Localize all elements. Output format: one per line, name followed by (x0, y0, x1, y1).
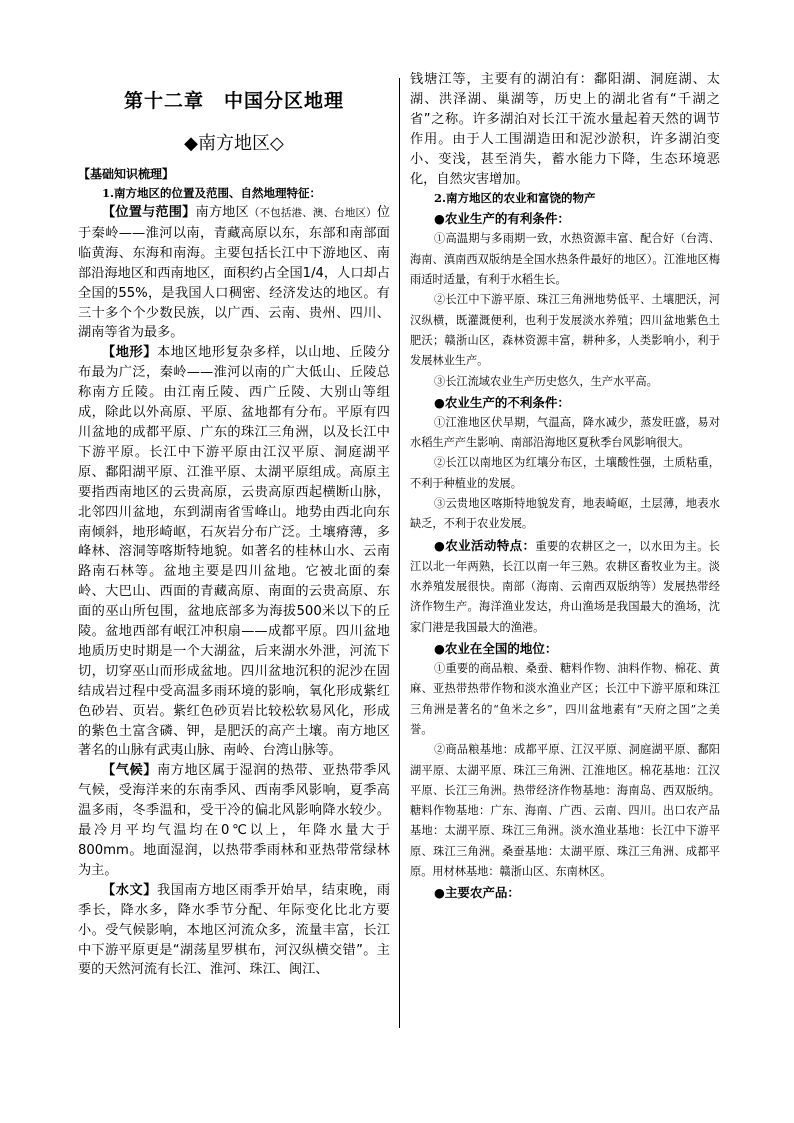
favorable-conditions-heading: ●农业生产的有利条件： (434, 211, 570, 227)
position-note: （不包括港、澳、台地区） (248, 207, 377, 219)
main-products-heading: ●主要农产品： (434, 885, 520, 901)
subheading-2: 2.南方地区的农业和富饶的物产 (434, 191, 596, 206)
subheading-1: 1.南方地区的位置及范围、自然地理特征： (102, 186, 322, 200)
unfavorable-condition-1: ①江淮地区伏旱期，气温高，降水减少，蒸发旺盛，易对水稻生产产生影响、南部沿海地区夏秋季台风影响很大。 (410, 415, 720, 450)
region-title: ◆南方地区◇ (184, 133, 284, 154)
right-column (410, 70, 720, 903)
favorable-condition-3: ③长江流域农业生产历史悠久，生产水平高。 (434, 374, 658, 388)
national-status-1: ①重要的商品粮、桑蚕、糖料作物、油料作物、棉花、黄麻、亚热带热带作物和淡水渔业产区；长江中下游平原和珠江三角洲是著名的“鱼米之乡”，四川盆地素有“天府之国”之美誉。 (410, 662, 720, 736)
column-divider (399, 78, 400, 1028)
terrain-paragraph: 【地形】本地区地形复杂多样，以山地、丘陵分布最为广泛，秦岭——淮河以南的广大低山、丘陵总称南方丘陵。由江南丘陵、西广丘陵、大别山等组成，除此以外高原、平原、盆地都有分布。平原有四川盆地的成都平原、广东的珠江三角洲，以及长江中下游平原。长江中下游平原由江汉平原、洞庭湖平原、鄱阳湖平原、江淮平原、太湖平原组成。高原主要指西南地区的云贵高原，云贵高原西起横断山脉，北邻四川盆地，东到湖南省雪峰山。地势由西北向东南倾斜，地形崎岖，石灰岩分布广泛。土壤瘠薄，多峰林、溶洞等喀斯特地貌。如著名的桂林山水、云南路南石林等。盆地主要是四川盆地。它被北面的秦岭、大巴山、西面的青藏高原、南面的云贵高原、东面的巫山所包围，盆地底部多为海拔500米以下的丘陵。盆地西部有岷江冲积扇——成都平原。四川盆地地质历史时期是一个大湖盆，后来湖水外泄，河流下切，切穿巫山而形成盆地。四川盆地沉积的泥沙在固结成岩过程中受高温多雨环境的影响，氧化形成紫红色砂岩、页岩。紫红色砂页岩比较松软易风化，形成的紫色土富含磷、钾，是肥沃的高产土壤。南方地区著名的山脉有武夷山脉、南岭、台湾山脉等。 (78, 345, 391, 759)
section-label: 【基础知识梳理】 (78, 167, 175, 181)
hydrology-continued: 钱塘江等，主要有的湖泊有：鄱阳湖、洞庭湖、太湖、洪泽湖、巢湖等，历史上的湖北省有“千湖之省”之称。许多湖泊对长江干流水量起着天然的调节作用。由于人工围湖造田和泥沙淤积，许多湖泊变小、变浅，甚至消失，蓄水能力下降，生态环境恶化，自然灾害增加。 (410, 72, 720, 187)
unfavorable-condition-3: ③云贵地区喀斯特地貌发育，地表崎岖，土层薄，地表水缺乏，不利于农业发展。 (410, 497, 720, 531)
unfavorable-condition-2: ②长江以南地区为红壤分布区，土壤酸性强，土质粘重，不利于种植业的发展。 (410, 456, 720, 490)
left-column (78, 78, 390, 980)
climate-paragraph: 【气候】南方地区属于湿润的热带、亚热带季风气候，受海洋来的东南季风、西南季风影响，夏季高温多雨，冬季温和，受干冷的偏北风影响降水较少。最冷月平均气温均在0℃以上，年降水量大于800mm。地面湿润，以热带季雨林和亚热带常绿林为主。 (78, 763, 391, 878)
unfavorable-conditions-heading: ●农业生产的不利条件： (434, 394, 570, 410)
position-paragraph: 【位置与范围】南方地区（不包括港、澳、台地区）位于秦岭——淮河以南，青藏高原以东，东部和南部面临黄海、东海和南海。主要包括长江中下游地区、南部沿海地区和西南地区，面积约占全国1/4，人口却占全国的55%，是我国人口稠密、经济发达的地区。有三十多个个少数民族，以广西、云南、贵州、四川、湖南等省为最多。 (78, 205, 391, 341)
favorable-condition-1: ①高温期与多雨期一致，水热资源丰富、配合好（台湾、海南、滇南西双版纳是全国水热条件最好的地区）。江淮地区梅雨适时适量，有利于水稻生长。 (410, 232, 720, 287)
national-status-2: ②商品粮基地：成都平原、江汉平原、洞庭湖平原、鄱阳湖平原、太湖平原、珠江三角洲、江淮地区。棉花基地：江汉平原、长江三角洲。热带经济作物基地：海南岛、西双版纳。糖料作物基地：广东、海南、广西、云南、四川。出口农产品基地：太湖平原、珠江三角洲。淡水渔业基地：长江中下游平原、珠江三角洲。桑蚕基地：太湖平原、珠江三角洲、成都平原。用材林基地：赣浙山区、东南林区。 (410, 743, 720, 879)
position-label: 【位置与范围】 (102, 205, 196, 220)
national-status-heading: ●农业在全国的地位： (434, 641, 558, 657)
hydrology-label: 【水文】 (102, 882, 157, 898)
activity-features-heading: ●农业活动特点： (434, 537, 536, 553)
favorable-condition-2: ②长江中下游平原、珠江三角洲地势低平、土壤肥沃，河汉纵横，既灌溉便利，也利于发展淡水养殖；四川盆地紫色土肥沃；赣浙山区，森林资源丰富，耕种多，人类影响小，利于发展林业生产。 (410, 293, 720, 368)
terrain-label: 【地形】 (102, 345, 157, 361)
activity-features-paragraph: ●农业活动特点：重要的农耕区之一，以水田为主。长江以北一年两熟，长江以南一年三熟。农耕区畜牧业为主。淡水养殖发展很快。南部（海南、云南西双版纳等）发展热带经济作物生产。海洋渔业发达，舟山渔场是我国最大的渔场，沈家门港是我国最大的渔港。 (410, 537, 720, 634)
chapter-title: 第十二章 中国分区地理 (123, 90, 344, 112)
climate-label: 【气候】 (102, 763, 157, 779)
hydrology-paragraph: 【水文】我国南方地区雨季开始早，结束晚，雨季长，降水多，降水季节分配、年际变化比北方要小。受气候影响，本地区河流众多，流量丰富，长江中下游平原更是“湖荡星罗棋布，河汉纵横交错”。主要的天然河流有长江、淮河、珠江、闽江、 (78, 882, 391, 978)
